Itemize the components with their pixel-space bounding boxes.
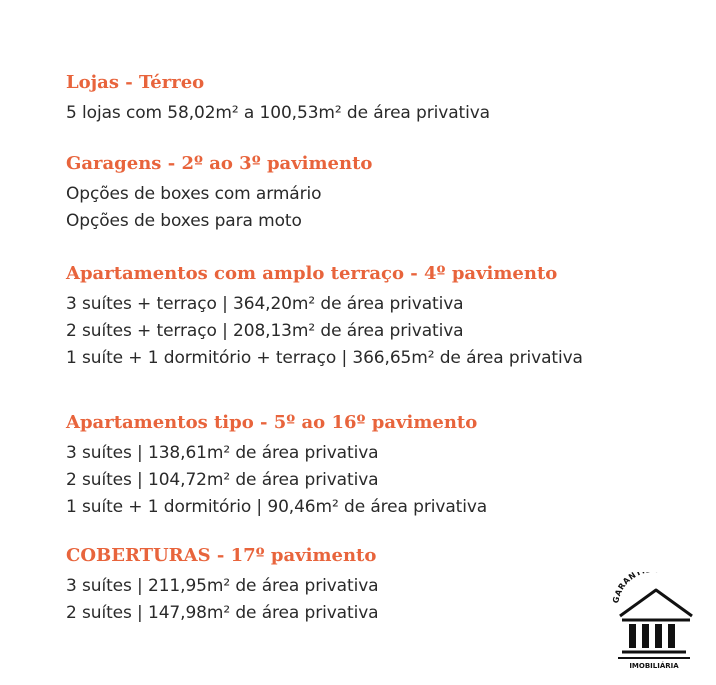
logo-column — [629, 624, 636, 648]
section-lojas — [66, 72, 696, 127]
section-line: Opções de boxes para moto — [66, 211, 302, 231]
section-heading: Lojas - Térreo — [66, 72, 205, 93]
section-apartamentos-tipo — [66, 412, 696, 521]
logo-column — [655, 624, 662, 648]
section-line: 5 lojas com 58,02m² a 100,53m² de área privativa — [66, 103, 491, 123]
section-line: 1 suíte + 1 dormitório | 90,46m² de área privativa — [66, 497, 488, 517]
logo-bottom-text: IMOBILIÁRIA — [629, 662, 679, 670]
logo-roof — [620, 590, 692, 616]
section-line: 2 suítes + terraço | 208,13m² de área privativa — [66, 321, 464, 341]
section-line: 2 suítes | 104,72m² de área privativa — [66, 470, 379, 490]
section-heading: COBERTURAS - 17º pavimento — [66, 545, 377, 566]
section-line: 1 suíte + 1 dormitório + terraço | 366,65m² de área privativa — [66, 348, 583, 368]
section-heading: Apartamentos tipo - 5º ao 16º pavimento — [66, 412, 478, 433]
section-apartamentos-terraco — [66, 263, 696, 372]
logo-column — [642, 624, 649, 648]
section-line: 2 suítes | 147,98m² de área privativa — [66, 603, 379, 623]
section-garagens — [66, 153, 696, 235]
logo-arc-text: GARANT — [611, 572, 644, 605]
section-heading: Apartamentos com amplo terraço - 4º pavimento — [66, 263, 558, 284]
section-line: 3 suítes | 138,61m² de área privativa — [66, 443, 379, 463]
section-line: 3 suítes + terraço | 364,20m² de área privativa — [66, 294, 464, 314]
garantido-imobiliaria-logo — [610, 572, 700, 672]
logo-column — [668, 624, 675, 648]
section-coberturas — [66, 545, 696, 627]
section-line: Opções de boxes com armário — [66, 184, 322, 204]
section-line: 3 suítes | 211,95m² de área privativa — [66, 576, 379, 596]
building-columns-icon — [610, 572, 700, 672]
section-heading: Garagens - 2º ao 3º pavimento — [66, 153, 373, 174]
